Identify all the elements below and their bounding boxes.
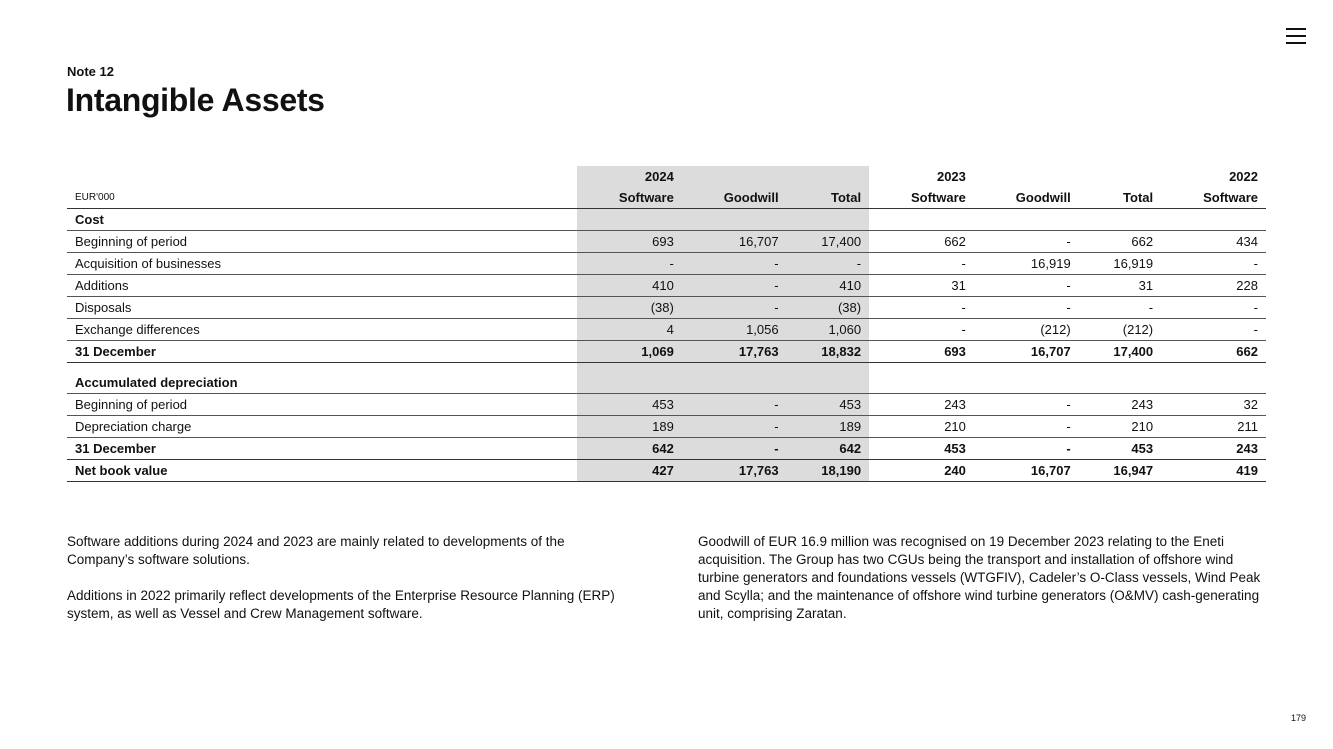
row-label: 31 December [67, 341, 577, 363]
cell: 4 [577, 319, 682, 341]
cell: - [974, 275, 1079, 297]
cell: 211 [1161, 416, 1266, 438]
paragraph-software-additions: Software additions during 2024 and 2023 are mainly related to developments of the Company’s software solutions. [67, 534, 565, 567]
intangible-assets-table [67, 166, 1266, 482]
table-row [67, 231, 1266, 253]
table-row [67, 253, 1266, 275]
cell: 17,400 [787, 231, 869, 253]
row-label: Disposals [67, 297, 577, 319]
cell: 662 [869, 231, 974, 253]
cell: 32 [1161, 394, 1266, 416]
cell: - [869, 297, 974, 319]
spacer-row [67, 363, 1266, 373]
row-label: Net book value [67, 460, 577, 482]
cell: - [974, 394, 1079, 416]
cell: 662 [1161, 341, 1266, 363]
menu-icon[interactable] [1286, 27, 1306, 45]
cell: - [682, 253, 787, 275]
cell: 243 [1079, 394, 1161, 416]
cell: 17,763 [682, 460, 787, 482]
cell: - [682, 438, 787, 460]
page-title: Intangible Assets [66, 82, 325, 118]
table-row [67, 275, 1266, 297]
section-heading-cost: Cost [67, 209, 1266, 231]
cell: 16,707 [974, 341, 1079, 363]
cell: - [974, 438, 1079, 460]
column-header: Goodwill [682, 187, 787, 209]
table-row [67, 319, 1266, 341]
cell: (212) [1079, 319, 1161, 341]
table-row [67, 297, 1266, 319]
table-row [67, 394, 1266, 416]
total-row-cost [67, 341, 1266, 363]
cell: 17,400 [1079, 341, 1161, 363]
cell: 240 [869, 460, 974, 482]
year-header-row [67, 166, 1266, 187]
cell: - [682, 416, 787, 438]
cell: 31 [869, 275, 974, 297]
cell: - [682, 394, 787, 416]
column-header: Software [1161, 187, 1266, 209]
cell: 228 [1161, 275, 1266, 297]
cell: 410 [787, 275, 869, 297]
cell: 189 [577, 416, 682, 438]
row-label: Additions [67, 275, 577, 297]
unit-label: EUR'000 [67, 187, 577, 209]
cell: 1,069 [577, 341, 682, 363]
cell: 16,707 [974, 460, 1079, 482]
cell: - [974, 231, 1079, 253]
paragraph-additions-2022: Additions in 2022 primarily reflect developments of the Enterprise Resource Planning (ERP) system, as well as Vessel and Crew Management software. [67, 588, 615, 621]
cell: 642 [787, 438, 869, 460]
cell: - [577, 253, 682, 275]
cell: 453 [787, 394, 869, 416]
cell: 642 [577, 438, 682, 460]
cell: 453 [577, 394, 682, 416]
cell: 18,832 [787, 341, 869, 363]
cell: 243 [1161, 438, 1266, 460]
year-2022: 2022 [1229, 169, 1258, 184]
cell: (38) [577, 297, 682, 319]
cell: - [1161, 253, 1266, 275]
cell: - [869, 253, 974, 275]
row-label: Beginning of period [67, 231, 577, 253]
cell: (38) [787, 297, 869, 319]
row-label: Beginning of period [67, 394, 577, 416]
cell: 693 [869, 341, 974, 363]
row-label: Exchange differences [67, 319, 577, 341]
net-book-value-row [67, 460, 1266, 482]
cell: 1,056 [682, 319, 787, 341]
cell: - [974, 416, 1079, 438]
cell: 17,763 [682, 341, 787, 363]
cell: 18,190 [787, 460, 869, 482]
cell: - [682, 297, 787, 319]
year-2024: 2024 [577, 166, 682, 187]
cell: - [869, 319, 974, 341]
cell: 16,707 [682, 231, 787, 253]
cell: 31 [1079, 275, 1161, 297]
cell: - [1161, 297, 1266, 319]
cell: 434 [1161, 231, 1266, 253]
cell: 453 [869, 438, 974, 460]
section-heading-depreciation: Accumulated depreciation [67, 372, 1266, 394]
year-2023: 2023 [936, 169, 966, 184]
paragraph-goodwill: Goodwill of EUR 16.9 million was recognised on 19 December 2023 relating to the Eneti acquisition. The Group has two CGUs being the transport and installation of offshore wind turbine generators and foundations vessels (WTGFIV), Cadeler’s O-Class vessels, Wind Peak and Scylla; and the maintenance of offshore wind turbine generators (O&MV) cash-generating unit, comprising Zaratan. [698, 534, 1261, 621]
cell: 16,919 [974, 253, 1079, 275]
cell: 243 [869, 394, 974, 416]
row-label: 31 December [67, 438, 577, 460]
total-row-depreciation [67, 438, 1266, 460]
cell: 453 [1079, 438, 1161, 460]
cell: - [974, 297, 1079, 319]
cell: 16,947 [1079, 460, 1161, 482]
cell: (212) [974, 319, 1079, 341]
column-header: Goodwill [974, 187, 1079, 209]
cell: 210 [1079, 416, 1161, 438]
cell: 693 [577, 231, 682, 253]
table-row [67, 416, 1266, 438]
column-header: Software [869, 187, 974, 209]
row-label: Acquisition of businesses [67, 253, 577, 275]
cell: - [787, 253, 869, 275]
column-header: Total [787, 187, 869, 209]
cell: 410 [577, 275, 682, 297]
cell: 419 [1161, 460, 1266, 482]
column-header: Software [577, 187, 682, 209]
cell: 662 [1079, 231, 1161, 253]
cell: 1,060 [787, 319, 869, 341]
cell: - [1161, 319, 1266, 341]
row-label: Depreciation charge [67, 416, 577, 438]
page-number: 179 [1290, 713, 1306, 723]
cell: 210 [869, 416, 974, 438]
cell: 189 [787, 416, 869, 438]
column-header-row [67, 187, 1266, 209]
column-header: Total [1079, 187, 1161, 209]
cell: 427 [577, 460, 682, 482]
cell: 16,919 [1079, 253, 1161, 275]
cell: - [1079, 297, 1161, 319]
note-label: Note 12 [67, 64, 114, 79]
cell: - [682, 275, 787, 297]
